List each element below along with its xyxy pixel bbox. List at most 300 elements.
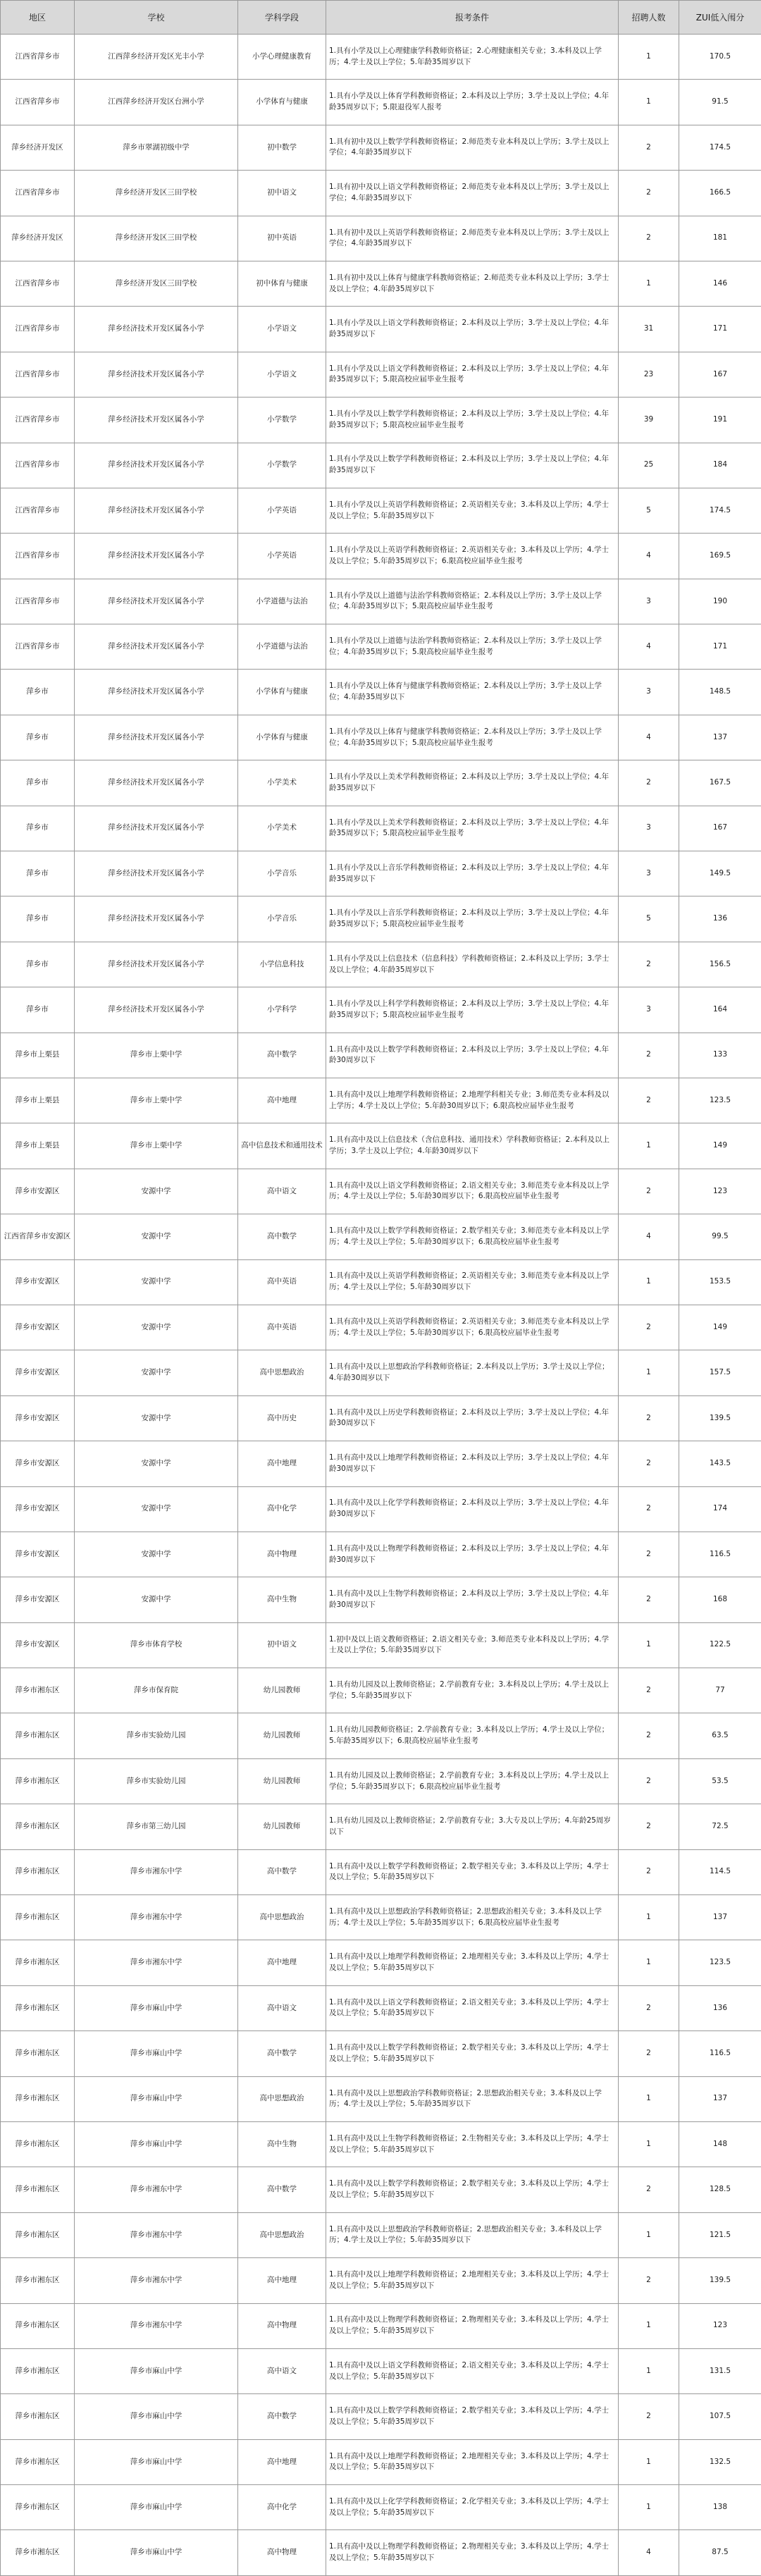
cell-conditions: 1.具有小学及以上音乐学科教师资格证；2.本科及以上学历；3.学士及以上学位；4.年龄35周岁以下	[326, 851, 619, 896]
cell-count: 2	[619, 1441, 679, 1486]
cell-subject: 小学信息科技	[238, 942, 326, 987]
cell-region: 萍乡市安源区	[1, 1305, 75, 1350]
cell-region: 萍乡市上栗县	[1, 1033, 75, 1078]
cell-min-score: 137	[679, 2076, 761, 2121]
cell-school: 安源中学	[75, 1441, 238, 1486]
cell-region: 萍乡市湘东区	[1, 2167, 75, 2212]
cell-school: 安源中学	[75, 1214, 238, 1259]
cell-school: 萍乡市翠湖初级中学	[75, 125, 238, 170]
cell-subject: 小学英语	[238, 488, 326, 533]
cell-region: 江西省萍乡市	[1, 171, 75, 216]
cell-school: 安源中学	[75, 1305, 238, 1350]
table-row	[1, 2167, 761, 2212]
table-row	[1, 171, 761, 216]
cell-conditions: 1.具有高中及以上数学学科教师资格证；2.数学相关专业；3.本科及以上学历；4.学士及以上学位；5.年龄35周岁以下	[326, 2394, 619, 2439]
cell-count: 1	[619, 1123, 679, 1169]
cell-subject: 高中思想政治	[238, 2212, 326, 2257]
table-header	[1, 1, 761, 35]
cell-count: 2	[619, 1758, 679, 1804]
cell-min-score: 114.5	[679, 1849, 761, 1894]
cell-conditions: 1.具有高中及以上化学学科教师资格证；2.本科及以上学历；3.学士及以上学位；4.年龄30周岁以下	[326, 1486, 619, 1532]
cell-school: 萍乡经济开发区三田学校	[75, 261, 238, 306]
cell-count: 1	[619, 2121, 679, 2167]
cell-count: 2	[619, 1668, 679, 1713]
table-row	[1, 1895, 761, 1940]
cell-subject: 高中思想政治	[238, 1350, 326, 1395]
cell-school: 萍乡市湘东中学	[75, 1895, 238, 1940]
cell-school: 萍乡经济技术开发区属各小学	[75, 579, 238, 624]
cell-region: 萍乡市安源区	[1, 1532, 75, 1577]
cell-region: 江西省萍乡市	[1, 80, 75, 125]
column-header-subject: 学科学段	[238, 1, 326, 35]
cell-min-score: 149	[679, 1123, 761, 1169]
table-row	[1, 987, 761, 1033]
cell-subject: 高中生物	[238, 2121, 326, 2167]
cell-min-score: 123.5	[679, 1078, 761, 1123]
table-row	[1, 488, 761, 533]
cell-count: 2	[619, 2258, 679, 2303]
cell-region: 萍乡市安源区	[1, 1486, 75, 1532]
cell-region: 萍乡市湘东区	[1, 2439, 75, 2484]
cell-school: 萍乡市上栗中学	[75, 1123, 238, 1169]
table-row	[1, 624, 761, 670]
cell-subject: 初中数学	[238, 125, 326, 170]
cell-conditions: 1.具有幼儿园及以上教师资格证；2.学前教育专业；3.大专及以上学历；4.年龄25周岁以下	[326, 1804, 619, 1849]
table-row	[1, 2303, 761, 2348]
cell-region: 萍乡市	[1, 942, 75, 987]
table-row	[1, 2258, 761, 2303]
cell-min-score: 146	[679, 261, 761, 306]
cell-school: 萍乡经济技术开发区属各小学	[75, 760, 238, 806]
cell-region: 萍乡市安源区	[1, 1259, 75, 1305]
cell-min-score: 116.5	[679, 1532, 761, 1577]
cell-school: 萍乡市麻山中学	[75, 2439, 238, 2484]
cell-subject: 小学道德与法治	[238, 624, 326, 670]
cell-conditions: 1.具有幼儿园教师资格证；2.学前教育专业；3.本科及以上学历；4.学士及以上学位；5.年龄35周岁以下；6.限高校应届毕业生报考	[326, 1713, 619, 1758]
table-row	[1, 2121, 761, 2167]
cell-conditions: 1.初中及以上语文教师资格证；2.语文相关专业；3.师范类专业本科及以上学历；4.学士及以上学位；5.年龄35周岁以下	[326, 1622, 619, 1668]
cell-region: 江西省萍乡市	[1, 261, 75, 306]
cell-count: 31	[619, 307, 679, 352]
cell-conditions: 1.具有小学及以上英语学科教师资格证；2.英语相关专业；3.本科及以上学历；4.学士及以上学位；5.年龄35周岁以下	[326, 488, 619, 533]
column-header-school: 学校	[75, 1, 238, 35]
cell-count: 1	[619, 1622, 679, 1668]
cell-region: 江西省萍乡市	[1, 579, 75, 624]
cell-region: 萍乡市安源区	[1, 1577, 75, 1622]
cell-conditions: 1.具有高中及以上英语学科教师资格证；2.英语相关专业；3.师范类专业本科及以上学历；4.学士及以上学位；5.年龄30周岁以下；6.限高校应届毕业生报考	[326, 1305, 619, 1350]
cell-subject: 初中语文	[238, 171, 326, 216]
cell-min-score: 157.5	[679, 1350, 761, 1395]
table-row	[1, 1350, 761, 1395]
cell-school: 安源中学	[75, 1395, 238, 1441]
cell-subject: 高中数学	[238, 2394, 326, 2439]
table-row	[1, 1305, 761, 1350]
cell-school: 安源中学	[75, 1350, 238, 1395]
cell-school: 萍乡市第三幼儿园	[75, 1804, 238, 1849]
cell-conditions: 1.具有初中及以上语文学科教师资格证；2.师范类专业本科及以上学历；3.学士及以上学位；4.年龄35周岁以下	[326, 171, 619, 216]
cell-min-score: 174	[679, 1486, 761, 1532]
cell-subject: 高中地理	[238, 2258, 326, 2303]
cell-min-score: 167.5	[679, 760, 761, 806]
cell-min-score: 133	[679, 1033, 761, 1078]
cell-subject: 高中语文	[238, 1169, 326, 1214]
cell-min-score: 137	[679, 1895, 761, 1940]
cell-count: 4	[619, 624, 679, 670]
cell-conditions: 1.具有高中及以上数学学科教师资格证；2.数学相关专业；3.本科及以上学历；4.学士及以上学位；5.年龄35周岁以下	[326, 2167, 619, 2212]
cell-region: 江西省萍乡市	[1, 307, 75, 352]
cell-conditions: 1.具有幼儿园及以上教师资格证；2.学前教育专业；3.本科及以上学历；4.学士及以上学位；5.年龄35周岁以下；6.限高校应届毕业生报考	[326, 1758, 619, 1804]
cell-subject: 幼儿园教师	[238, 1713, 326, 1758]
table-row	[1, 1577, 761, 1622]
cell-region: 萍乡市湘东区	[1, 2212, 75, 2257]
cell-min-score: 191	[679, 398, 761, 443]
cell-subject: 高中生物	[238, 1577, 326, 1622]
cell-count: 2	[619, 1713, 679, 1758]
table-row	[1, 1395, 761, 1441]
cell-region: 江西省萍乡市	[1, 534, 75, 579]
cell-min-score: 149	[679, 1305, 761, 1350]
cell-conditions: 1.具有高中及以上信息技术（含信息科技、通用技术）学科教师资格证；2.本科及以上学历；3.学士及以上学位；4.年龄30周岁以下	[326, 1123, 619, 1169]
cell-conditions: 1.具有高中及以上数学学科教师资格证；2.数学相关专业；3.本科及以上学历；4.学士及以上学位；5.年龄35周岁以下	[326, 1849, 619, 1894]
cell-count: 1	[619, 2439, 679, 2484]
cell-count: 2	[619, 1577, 679, 1622]
table-row	[1, 1441, 761, 1486]
cell-conditions: 1.具有高中及以上数学学科教师资格证；2.数学相关专业；3.师范类专业本科及以上学历；4.学士及以上学位；5.年龄30周岁以下；6.限高校应届毕业生报考	[326, 1214, 619, 1259]
cell-subject: 高中化学	[238, 2485, 326, 2530]
table-row	[1, 896, 761, 942]
cell-subject: 高中思想政治	[238, 1895, 326, 1940]
table-row	[1, 1713, 761, 1758]
cell-subject: 高中数学	[238, 2167, 326, 2212]
cell-conditions: 1.具有小学及以上科学学科教师资格证；2.本科及以上学历；3.学士及以上学位；4.年龄35周岁以下；5.限高校应届毕业生报考	[326, 987, 619, 1033]
cell-conditions: 1.具有高中及以上地理学科教师资格证；2.地理相关专业；3.本科及以上学历；4.学士及以上学位；5.年龄35周岁以下	[326, 2439, 619, 2484]
cell-min-score: 116.5	[679, 2031, 761, 2076]
table-row	[1, 2394, 761, 2439]
cell-school: 萍乡市麻山中学	[75, 1985, 238, 2030]
cell-conditions: 1.具有初中及以上英语学科教师资格证；2.师范类专业本科及以上学历；3.学士及以上学位；4.年龄35周岁以下	[326, 216, 619, 261]
table-row	[1, 216, 761, 261]
cell-min-score: 190	[679, 579, 761, 624]
cell-school: 萍乡市麻山中学	[75, 2485, 238, 2530]
cell-min-score: 132.5	[679, 2439, 761, 2484]
cell-count: 4	[619, 1214, 679, 1259]
table-row	[1, 670, 761, 715]
cell-school: 萍乡市麻山中学	[75, 2348, 238, 2393]
cell-school: 萍乡经济技术开发区属各小学	[75, 534, 238, 579]
cell-subject: 小学体育与健康	[238, 80, 326, 125]
table-row	[1, 2348, 761, 2393]
table-row	[1, 2439, 761, 2484]
cell-count: 2	[619, 1169, 679, 1214]
table-row	[1, 851, 761, 896]
cell-region: 萍乡市上栗县	[1, 1123, 75, 1169]
cell-school: 萍乡经济技术开发区属各小学	[75, 670, 238, 715]
cell-region: 萍乡市湘东区	[1, 2394, 75, 2439]
table-row	[1, 1532, 761, 1577]
cell-count: 39	[619, 398, 679, 443]
cell-count: 3	[619, 851, 679, 896]
cell-subject: 高中数学	[238, 1849, 326, 1894]
cell-region: 萍乡市湘东区	[1, 2121, 75, 2167]
cell-min-score: 174.5	[679, 125, 761, 170]
cell-school: 萍乡经济技术开发区属各小学	[75, 488, 238, 533]
table-row	[1, 1985, 761, 2030]
cell-conditions: 1.具有高中及以上思想政治学科教师资格证；2.思想政治相关专业；3.本科及以上学历；4.学士及以上学位；5.年龄35周岁以下	[326, 2076, 619, 2121]
cell-count: 2	[619, 2167, 679, 2212]
cell-min-score: 123.5	[679, 1940, 761, 1985]
cell-region: 萍乡市湘东区	[1, 1940, 75, 1985]
cell-conditions: 1.具有幼儿园及以上教师资格证；2.学前教育专业；3.本科及以上学历；4.学士及以上学位；5.年龄35周岁以下	[326, 1668, 619, 1713]
cell-count: 25	[619, 443, 679, 488]
cell-count: 2	[619, 171, 679, 216]
cell-count: 2	[619, 1804, 679, 1849]
cell-conditions: 1.具有高中及以上物理学科教师资格证；2.本科及以上学历；3.学士及以上学位；4.年龄30周岁以下	[326, 1532, 619, 1577]
table-row	[1, 35, 761, 80]
cell-subject: 小学音乐	[238, 896, 326, 942]
cell-conditions: 1.具有小学及以上体育学科教师资格证；2.本科及以上学历；3.学士及以上学位；4.年龄35周岁以下；5.限退役军人报考	[326, 80, 619, 125]
cell-subject: 高中历史	[238, 1395, 326, 1441]
cell-conditions: 1.具有小学及以上数学学科教师资格证；2.本科及以上学历；3.学士及以上学位；4.年龄35周岁以下；5.限高校应届毕业生报考	[326, 398, 619, 443]
cell-min-score: 169.5	[679, 534, 761, 579]
cell-conditions: 1.具有小学及以上英语学科教师资格证；2.英语相关专业；3.本科及以上学历；4.学士及以上学位；5.年龄35周岁以下；6.限高校应届毕业生报考	[326, 534, 619, 579]
cell-min-score: 149.5	[679, 851, 761, 896]
cell-min-score: 128.5	[679, 2167, 761, 2212]
cell-region: 萍乡市	[1, 670, 75, 715]
cell-region: 萍乡市湘东区	[1, 1713, 75, 1758]
table-row	[1, 1758, 761, 1804]
cell-region: 江西省萍乡市	[1, 624, 75, 670]
cell-count: 2	[619, 2031, 679, 2076]
cell-school: 萍乡经济技术开发区属各小学	[75, 896, 238, 942]
cell-school: 萍乡市上栗中学	[75, 1078, 238, 1123]
cell-subject: 高中英语	[238, 1259, 326, 1305]
cell-count: 1	[619, 2485, 679, 2530]
table-row	[1, 1849, 761, 1894]
cell-subject: 小学心理健康教育	[238, 35, 326, 80]
cell-min-score: 170.5	[679, 35, 761, 80]
cell-count: 2	[619, 1849, 679, 1894]
cell-region: 萍乡市安源区	[1, 1441, 75, 1486]
cell-count: 2	[619, 1395, 679, 1441]
cell-min-score: 121.5	[679, 2212, 761, 2257]
cell-conditions: 1.具有高中及以上语文学科教师资格证；2.语文相关专业；3.本科及以上学历；4.学士及以上学位；5.年龄35周岁以下	[326, 2348, 619, 2393]
cell-count: 1	[619, 1940, 679, 1985]
table-row	[1, 1078, 761, 1123]
cell-count: 23	[619, 352, 679, 397]
cell-region: 萍乡市湘东区	[1, 2530, 75, 2575]
cell-school: 萍乡经济技术开发区属各小学	[75, 806, 238, 851]
cell-region: 萍乡经济开发区	[1, 125, 75, 170]
cell-subject: 高中语文	[238, 2348, 326, 2393]
cell-conditions: 1.具有高中及以上地理学科教师资格证；2.地理相关专业；3.本科及以上学历；4.学士及以上学位；5.年龄35周岁以下	[326, 2258, 619, 2303]
cell-region: 萍乡市湘东区	[1, 2031, 75, 2076]
cell-region: 萍乡市湘东区	[1, 2348, 75, 2393]
cell-conditions: 1.具有小学及以上音乐学科教师资格证；2.本科及以上学历；3.学士及以上学位；4.年龄35周岁以下；5.限高校应届毕业生报考	[326, 896, 619, 942]
table-row	[1, 398, 761, 443]
table-row	[1, 2076, 761, 2121]
cell-count: 1	[619, 1350, 679, 1395]
table-row	[1, 760, 761, 806]
cell-min-score: 166.5	[679, 171, 761, 216]
cell-min-score: 87.5	[679, 2530, 761, 2575]
cell-count: 1	[619, 2076, 679, 2121]
cell-count: 2	[619, 1078, 679, 1123]
cell-conditions: 1.具有小学及以上语文学科教师资格证；2.本科及以上学历；3.学士及以上学位；4.年龄35周岁以下	[326, 307, 619, 352]
cell-subject: 高中地理	[238, 2439, 326, 2484]
cell-conditions: 1.具有高中及以上地理学科教师资格证；2.本科及以上学历；3.学士及以上学位；4.年龄30周岁以下	[326, 1441, 619, 1486]
cell-count: 3	[619, 806, 679, 851]
cell-conditions: 1.具有高中及以上化学学科教师资格证；2.化学相关专业；3.本科及以上学历；4.学士及以上学位；5.年龄35周岁以下	[326, 2485, 619, 2530]
cell-min-score: 136	[679, 1985, 761, 2030]
cell-school: 萍乡经济技术开发区属各小学	[75, 624, 238, 670]
cell-count: 4	[619, 715, 679, 760]
cell-conditions: 1.具有小学及以上数学学科教师资格证；2.本科及以上学历；3.学士及以上学位；4.年龄35周岁以下	[326, 443, 619, 488]
table-row	[1, 1668, 761, 1713]
cell-region: 萍乡市湘东区	[1, 1895, 75, 1940]
cell-subject: 幼儿园教师	[238, 1668, 326, 1713]
column-header-region: 地区	[1, 1, 75, 35]
cell-school: 萍乡市体育学校	[75, 1622, 238, 1668]
cell-school: 萍乡经济技术开发区属各小学	[75, 942, 238, 987]
cell-region: 江西省萍乡市	[1, 443, 75, 488]
cell-school: 萍乡经济技术开发区属各小学	[75, 443, 238, 488]
cell-min-score: 184	[679, 443, 761, 488]
cell-school: 萍乡经济技术开发区属各小学	[75, 398, 238, 443]
cell-school: 萍乡经济开发区三田学校	[75, 171, 238, 216]
cell-min-score: 138	[679, 2485, 761, 2530]
cell-count: 5	[619, 896, 679, 942]
cell-conditions: 1.具有小学及以上信息技术（信息科技）学科教师资格证；2.本科及以上学历；3.学士及以上学位；4.年龄35周岁以下	[326, 942, 619, 987]
table-row	[1, 261, 761, 306]
table-row	[1, 2485, 761, 2530]
cell-count: 2	[619, 760, 679, 806]
cell-subject: 小学美术	[238, 806, 326, 851]
table-row	[1, 1622, 761, 1668]
cell-min-score: 63.5	[679, 1713, 761, 1758]
cell-subject: 小学体育与健康	[238, 715, 326, 760]
cell-count: 5	[619, 488, 679, 533]
cell-school: 萍乡市上栗中学	[75, 1033, 238, 1078]
cell-school: 萍乡经济技术开发区属各小学	[75, 352, 238, 397]
cell-subject: 高中数学	[238, 1033, 326, 1078]
cell-min-score: 131.5	[679, 2348, 761, 2393]
cell-region: 萍乡市湘东区	[1, 1985, 75, 2030]
cell-min-score: 171	[679, 624, 761, 670]
cell-school: 安源中学	[75, 1577, 238, 1622]
cell-min-score: 167	[679, 806, 761, 851]
cell-conditions: 1.具有小学及以上语文学科教师资格证；2.本科及以上学历；3.学士及以上学位；4.年龄35周岁以下；5.限高校应届毕业生报考	[326, 352, 619, 397]
cell-count: 1	[619, 2212, 679, 2257]
cell-count: 1	[619, 2303, 679, 2348]
cell-count: 4	[619, 534, 679, 579]
cell-count: 2	[619, 1532, 679, 1577]
cell-school: 萍乡经济技术开发区属各小学	[75, 307, 238, 352]
cell-count: 2	[619, 2394, 679, 2439]
cell-min-score: 148.5	[679, 670, 761, 715]
cell-subject: 小学道德与法治	[238, 579, 326, 624]
cell-min-score: 123	[679, 1169, 761, 1214]
table-row	[1, 942, 761, 987]
cell-count: 2	[619, 942, 679, 987]
cell-min-score: 156.5	[679, 942, 761, 987]
cell-min-score: 77	[679, 1668, 761, 1713]
table-row	[1, 80, 761, 125]
cell-region: 萍乡市安源区	[1, 1350, 75, 1395]
cell-conditions: 1.具有初中及以上体育与健康学科教师资格证；2.师范类专业本科及以上学历；3.学士及以上学位；4.年龄35周岁以下	[326, 261, 619, 306]
cell-subject: 高中英语	[238, 1305, 326, 1350]
column-header-min-score: ZUI低入闱分	[679, 1, 761, 35]
table-row	[1, 2031, 761, 2076]
cell-count: 2	[619, 1033, 679, 1078]
table-row	[1, 806, 761, 851]
cell-conditions: 1.具有高中及以上思想政治学科教师资格证；2.思想政治相关专业；3.本科及以上学历；4.学士及以上学位；5.年龄35周岁以下；6.限高校应届毕业生报考	[326, 1895, 619, 1940]
column-header-conditions: 报考条件	[326, 1, 619, 35]
cell-school: 萍乡市湘东中学	[75, 2212, 238, 2257]
cell-conditions: 1.具有小学及以上体育与健康学科教师资格证；2.本科及以上学历；3.学士及以上学位；4.年龄35周岁以下；5.限高校应届毕业生报考	[326, 715, 619, 760]
cell-region: 江西省萍乡市	[1, 35, 75, 80]
cell-region: 江西省萍乡市	[1, 352, 75, 397]
cell-count: 3	[619, 670, 679, 715]
cell-count: 1	[619, 261, 679, 306]
cell-subject: 高中信息技术和通用技术	[238, 1123, 326, 1169]
cell-region: 萍乡市安源区	[1, 1622, 75, 1668]
cell-min-score: 153.5	[679, 1259, 761, 1305]
cell-region: 萍乡市安源区	[1, 1169, 75, 1214]
cell-region: 萍乡市湘东区	[1, 1758, 75, 1804]
table-row	[1, 715, 761, 760]
cell-subject: 小学语文	[238, 352, 326, 397]
cell-school: 萍乡市麻山中学	[75, 2031, 238, 2076]
cell-school: 萍乡市实验幼儿园	[75, 1713, 238, 1758]
cell-min-score: 174.5	[679, 488, 761, 533]
cell-conditions: 1.具有高中及以上思想政治学科教师资格证；2.思想政治相关专业；3.本科及以上学历；4.学士及以上学位；5.年龄35周岁以下	[326, 2212, 619, 2257]
cell-subject: 小学英语	[238, 534, 326, 579]
cell-min-score: 143.5	[679, 1441, 761, 1486]
cell-min-score: 122.5	[679, 1622, 761, 1668]
cell-subject: 高中化学	[238, 1486, 326, 1532]
cell-count: 3	[619, 987, 679, 1033]
cell-subject: 小学体育与健康	[238, 670, 326, 715]
cell-region: 萍乡市安源区	[1, 1395, 75, 1441]
cell-subject: 高中数学	[238, 2031, 326, 2076]
cell-count: 2	[619, 125, 679, 170]
cell-count: 1	[619, 80, 679, 125]
cell-count: 1	[619, 35, 679, 80]
cell-conditions: 1.具有高中及以上数学学科教师资格证；2.本科及以上学历；3.学士及以上学位；4.年龄30周岁以下	[326, 1033, 619, 1078]
cell-school: 安源中学	[75, 1486, 238, 1532]
cell-subject: 高中数学	[238, 1214, 326, 1259]
cell-conditions: 1.具有高中及以上生物学科教师资格证；2.生物相关专业；3.本科及以上学历；4.学士及以上学位；5.年龄35周岁以下	[326, 2121, 619, 2167]
cell-count: 2	[619, 1985, 679, 2030]
cell-conditions: 1.具有高中及以上思想政治学科教师资格证；2.本科及以上学历；3.学士及以上学位；4.年龄30周岁以下	[326, 1350, 619, 1395]
cell-subject: 小学语文	[238, 307, 326, 352]
cell-subject: 高中地理	[238, 1940, 326, 1985]
table-row	[1, 1486, 761, 1532]
table-row	[1, 307, 761, 352]
cell-subject: 高中物理	[238, 2303, 326, 2348]
cell-region: 萍乡市湘东区	[1, 2485, 75, 2530]
cell-subject: 小学科学	[238, 987, 326, 1033]
cell-school: 安源中学	[75, 1259, 238, 1305]
cell-conditions: 1.具有小学及以上美术学科教师资格证；2.本科及以上学历；3.学士及以上学位；4.年龄35周岁以下；5.限高校应届毕业生报考	[326, 806, 619, 851]
cell-region: 萍乡市	[1, 987, 75, 1033]
cell-subject: 小学数学	[238, 443, 326, 488]
cell-school: 萍乡市湘东中学	[75, 1940, 238, 1985]
cell-conditions: 1.具有高中及以上语文学科教师资格证；2.语文相关专业；3.师范类专业本科及以上学历；4.学士及以上学位；5.年龄30周岁以下；6.限高校应届毕业生报考	[326, 1169, 619, 1214]
cell-region: 萍乡市上栗县	[1, 1078, 75, 1123]
cell-school: 萍乡市湘东中学	[75, 1849, 238, 1894]
cell-subject: 初中语文	[238, 1622, 326, 1668]
